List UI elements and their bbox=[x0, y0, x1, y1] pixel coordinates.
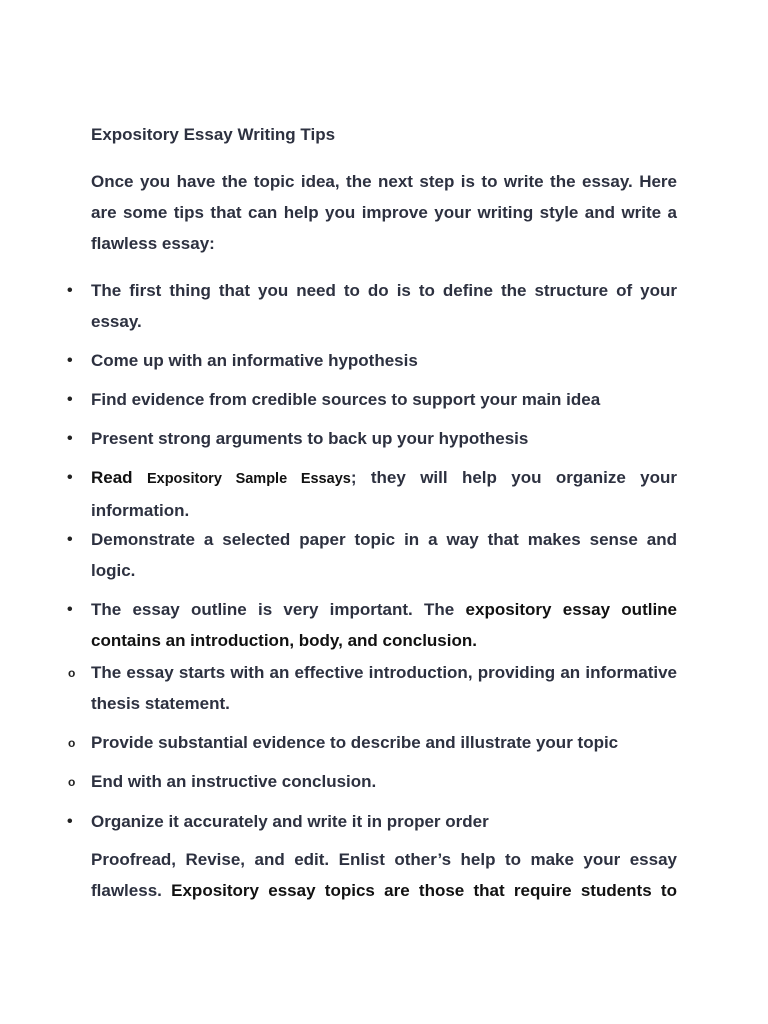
sub-list-item-text: The essay starts with an effective introduction, providing an informative thesis statement. bbox=[91, 663, 677, 713]
essay-outline-link[interactable]: expository essay outline bbox=[465, 600, 678, 619]
list-item-text: The essay outline is very important. The bbox=[91, 600, 466, 619]
list-item bbox=[67, 462, 677, 526]
closing-text: Proofread, Revise, and edit. Enlist other’s help to make your essay flawless. bbox=[91, 850, 677, 900]
bullet-icon: • bbox=[67, 282, 73, 299]
bullet-icon: • bbox=[67, 531, 73, 548]
list-item bbox=[67, 806, 677, 837]
list-item-text: The first thing that you need to do is to define the structure of your essay. bbox=[91, 281, 677, 331]
sub-list-item bbox=[68, 727, 677, 758]
circle-bullet-icon: o bbox=[68, 736, 76, 750]
bullet-icon: • bbox=[67, 813, 73, 830]
bullet-icon: • bbox=[67, 601, 73, 618]
bullet-icon: • bbox=[67, 469, 73, 486]
sub-list-item bbox=[68, 657, 677, 719]
list-item-text: Find evidence from credible sources to support your main idea bbox=[91, 390, 601, 409]
list-item-text: Present strong arguments to back up your hypothesis bbox=[91, 429, 529, 448]
page-title: Expository Essay Writing Tips bbox=[91, 125, 336, 144]
closing-text-strong: Expository essay topics are those that require students to bbox=[171, 881, 677, 900]
list-item-text: Come up with an informative hypothesis bbox=[91, 351, 418, 370]
bullet-icon: • bbox=[67, 391, 73, 408]
list-item-text: ; they will help you organize your information. bbox=[91, 468, 677, 520]
list-item bbox=[67, 384, 677, 415]
sub-list-item-text: End with an instructive conclusion. bbox=[91, 772, 377, 791]
sub-list-item bbox=[68, 766, 677, 797]
bullet-icon: • bbox=[67, 430, 73, 447]
closing-paragraph bbox=[91, 844, 677, 908]
sub-list-item-text: Provide substantial evidence to describe and illustrate your topic bbox=[91, 733, 619, 752]
list-item-text: Read bbox=[91, 468, 147, 487]
list-item-text: Demonstrate a selected paper topic in a way that makes sense and logic. bbox=[91, 530, 677, 580]
list-item bbox=[67, 345, 677, 376]
list-item bbox=[67, 275, 677, 337]
list-item bbox=[67, 594, 678, 656]
intro-paragraph: Once you have the topic idea, the next step is to write the essay. Here are some tips that can help you improve your writing style and write a flawless essay: bbox=[91, 172, 677, 253]
list-item-text: Organize it accurately and write it in proper order bbox=[91, 812, 489, 831]
list-item bbox=[67, 423, 677, 454]
circle-bullet-icon: o bbox=[68, 775, 76, 789]
list-item bbox=[67, 524, 677, 586]
circle-bullet-icon: o bbox=[68, 666, 76, 680]
sample-essays-link[interactable]: Expository Sample Essays bbox=[146, 471, 351, 487]
bullet-icon: • bbox=[67, 352, 73, 369]
list-item-text: contains an introduction, body, and conclusion. bbox=[91, 631, 477, 650]
